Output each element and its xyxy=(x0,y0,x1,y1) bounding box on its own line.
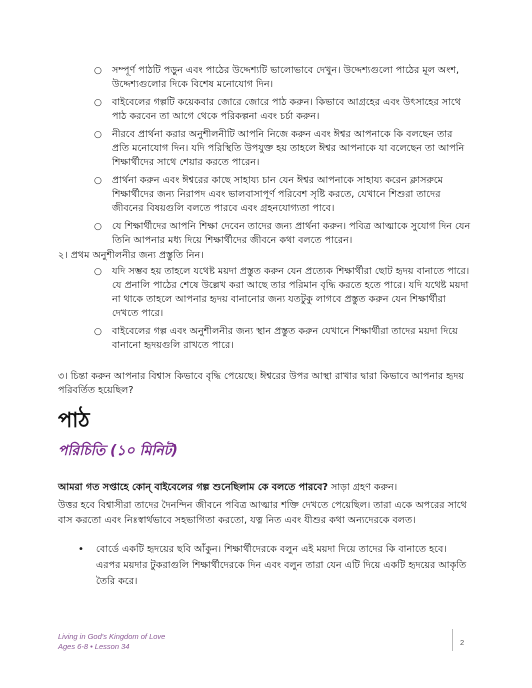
list-item: ○ বাইবেলের গল্পটি কয়েকবার জোরে জোরে পাঠ করুন। কিভাবে আগ্রহের এবং উৎসাহের সাথে পাঠ করবেন তা আগে থেকে পরিকল্পনা এবং চর্চা করুন। xyxy=(94,97,461,122)
footer-course-title: Living in God's Kingdom of Love xyxy=(58,632,166,641)
circle-bullet-icon: ○ xyxy=(94,267,102,277)
footer-course-info xyxy=(58,632,165,652)
circle-bullet-icon: ○ xyxy=(94,327,102,337)
intro-paragraph: উত্তর হবে বিশ্বাসীরা তাদের দৈনন্দিন জীবনে পবিত্র আত্মার শক্তি দেখতে পেয়েছিল। তারা একে অপরের সাথে বাস করতো এবং নিঃস্বার্থভাবে সহভাগিতা করতো, যত্ন নিত এবং যীশুর কথা অন্যদেরকে বলত। xyxy=(58,500,467,526)
list-item: ○ যে শিক্ষার্থীদের আপনি শিক্ষা দেবেন তাদের জন্য প্রার্থনা করুন। পবিত্র আত্মাকে সুযোগ দিন যেন তিনি আপনার মধ্য দিয়ে শিক্ষার্থীদের জীবনে কথা বলতে পারেন। xyxy=(94,221,471,246)
list-item: ○ নীরবে প্রার্থনা করার অনুশীলনীটি আপনি নিজে করুন এবং ঈশ্বর আপনাকে কি বলছেন তার প্রতি মনোযোগ দিন। যদি পরিস্থিতি উপযুক্ত হয় তাহলে ঈশ্বর আপনাকে যা বলেছেন তা আপনি শিক্ষার্থীদের সাথে শেয়ার করতে পারেন। xyxy=(94,129,465,168)
circle-bullet-icon: ○ xyxy=(94,176,102,186)
prep-checklist xyxy=(94,64,472,252)
intro-question xyxy=(58,480,476,495)
intro-heading: পরিচিতি (১০ মিনিট) xyxy=(58,443,178,459)
footer-divider xyxy=(452,629,453,651)
numbered-item-3: ৩। চিন্তা করুন আপনার বিশ্বাস কিভাবে বৃদ্ধি পেয়েছে। ঈশ্বরের উপর আস্থা রাখার দ্বারা কিভাবে আপনার হৃদয় পরিবর্তিত হয়েছিল? xyxy=(58,371,465,396)
circle-bullet-icon: ○ xyxy=(94,222,102,232)
numbered-item-2: ২। প্রথম অনুশীলনীর জন্য প্রস্তুতি নিন। xyxy=(58,250,204,261)
list-item: ○ যদি সম্ভব হয় তাহলে যথেষ্ট ময়দা প্রস্তুত করুন যেন প্রত্যেক শিক্ষার্থীরা ছোট হৃদয় বানাতে পারে। যে প্রনালি পাঠের শেষে উল্লেখ করা আছে তার পরিমান বৃদ্ধি করতে হতে পারে। যদি যথেষ্ট ময়দা না থাকে তাহলে আপনার হৃদয় বানানোর জন্য যতটুকু লাগবে প্রস্তুত করুন যেন শিক্ষার্থীরা দেখতে পারে। xyxy=(94,266,470,319)
circle-bullet-icon: ○ xyxy=(94,98,102,108)
intro-activity-item: • বোর্ডে একটি হৃদয়ের ছবি আঁকুন। শিক্ষার্থীদেরকে বলুন এই ময়দা দিয়ে তাদের কি বানাতে হবে। এরপর ময়দার টুকরাগুলি শিক্ষার্থীদেরকে দিন এবং বলুন তারা যেন এটি দিয়ে একটি হৃদয়ের আকৃতি তৈরি করে। xyxy=(78,544,467,587)
lesson-title: পাঠ xyxy=(58,408,90,432)
list-item: ○ সম্পূর্ণ পাঠটি পড়ুন এবং পাঠের উদ্দেশ্যটি ভালোভাবে দেখুন। উদ্দেশ্যগুলো পাঠের মূল অংশ, উদ্দেশ্যগুলোর দিকে বিশেষ মনোযোগ দিন। xyxy=(94,65,460,90)
dot-bullet-icon: • xyxy=(78,544,84,555)
intro-question-instruction: সাড়া গ্রহণ করুন। xyxy=(328,482,398,493)
list-item: ○ প্রার্থনা করুন এবং ঈশ্বরের কাছে সাহায্য চান যেন ঈশ্বর আপনাকে সাহায্য করেন ক্লাসরুমে শিক্ষার্থীদের জন্য নিরাপদ এবং ভালবাসাপূর্ণ পরিবেশ সৃষ্টি করতে, যেখানে শিশুরা তাদের জীবনের বিষয়গুলি বলতে পারবে এবং গ্রহনযোগ্যতা পাবে। xyxy=(94,175,444,214)
intro-question-bold: আমরা গত সপ্তাহে কোন্ বাইবেলের গল্প শুনেছিলাম কে বলতে পারবে? xyxy=(58,482,328,493)
footer-lesson-info: Ages 6-8 • Lesson 34 xyxy=(58,642,130,651)
circle-bullet-icon: ○ xyxy=(94,66,102,76)
prep-activity-list xyxy=(94,265,472,357)
circle-bullet-icon: ○ xyxy=(94,130,102,140)
page-number: 2 xyxy=(460,638,465,647)
list-item: ○ বাইবেলের গল্প এবং অনুশীলনীর জন্য স্থান প্রস্তুত করুন যেখানে শিক্ষার্থীরা তাদের ময়দা দিয়ে বানানো হৃদয়গুলি রাখতে পারে। xyxy=(94,326,458,351)
